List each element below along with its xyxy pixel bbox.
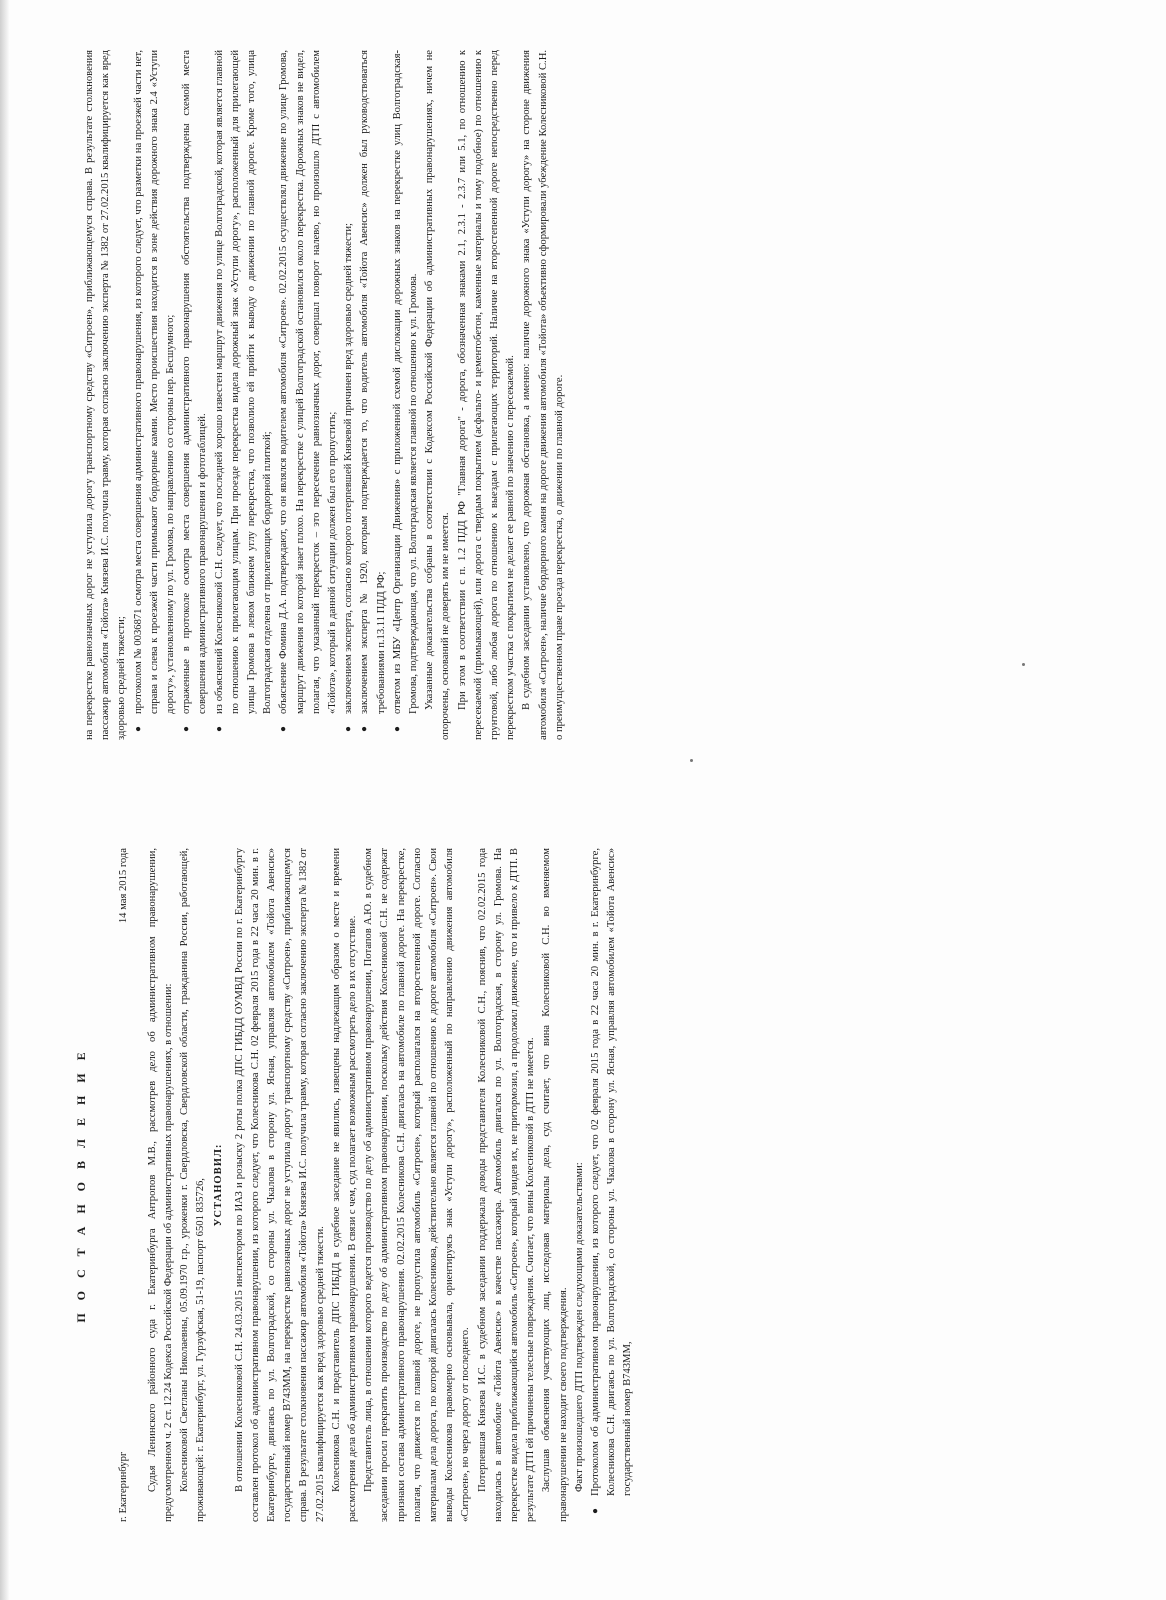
list-item-text: объяснение Фомина Д.А. подтверждают, что он являлся водителем автомобиля «Ситроен». 02.02.2015 осуществлял движение по улице Громова, маршрут движения по которой знает плохо. На перекрестке с улицей Волгоградской остановился около перекрестка. Дорожных знаков не видел, полагая, что указанный перекресток – это пересечение равнозначных дорог, совершал поворот налево, но произошло ДТП с автомобилем «Тойота», который в данной ситуации должен был его пропустить; (278, 50, 339, 714)
list-item (276, 50, 341, 732)
body-paragraph: Заслушав объяснения участвующих лиц, исследовав материалы дела, суд считает, что вина Колесниковой С.Н. во вменяемом правонарушении не находит своего подтверждения. (541, 848, 569, 1522)
list-item-text: отраженные в протоколе осмотра места совершения административного правонарушения обстоятельства подтверждены схемой места совершения административного правонарушения и фототаблицей. (181, 50, 209, 714)
list-item (212, 50, 277, 732)
evidence-item-text: Протоколом об административном правонарушении, из которого следует, что 02 февраля 2015 года в 22 часа 20 мин. в г. Екатеринбурге, Колесникова С.Н. двигаясь по ул. Волгоградской, со стороны ул. Чкалова в сторону ул. Ясная, управляя автомобилем «Тойота Авенсис» государственный номер В743ММ, (590, 848, 634, 1496)
conclusion-paragraph: В судебном заседании установлено, что дорожная обстановка, а именно: наличие дорожного знака «Уступи дорогу» на стороне движения автомобиля «Ситроен», наличие бордюрного камня на дороге движения автомобиля «Тойота» объективно сформировали убеждение Колесниковой С.Н. о преимущественном праве проезда перекрестка, о движении по главной дороге. (521, 50, 565, 740)
bullet-icon: ● (213, 725, 225, 732)
body-paragraph: В отношении Колесниковой С.Н. 24.03.2015 инспектором по ИАЗ и розыску 2 роты полка ДПС ГИБДД ОУМВД России по г. Екатеринбургу составлен протокол об административном правонарушении, из которого следует, что Колесникова С.Н. 02 февраля 2015 года в 22 часа 20 мин. в г. Екатеринбурге, двигаясь по ул. Волгоградской, со стороны ул. Чкалова в сторону ул. Ясная, управляя автомобилем «Тойота Авенсис» государственный номер В743ММ, на перекрестке равнозначных дорог не уступила дорогу транспортному средству «Ситроен», приближающемуся справа. В результате столкновения пассажир автомобиля «Тойота» Князева И.С. получила травму, которая согласно заключению эксперта № 1382 от 27.02.2015 квалифицируется как вред здоровью средней тяжести. (233, 848, 326, 1522)
bullet-icon: ● (391, 725, 403, 732)
left-page (0, 800, 1166, 1600)
evidence-list-continued (131, 50, 423, 740)
body-paragraph: Факт произошедшего ДТП подтвержден следующими доказательствами: (573, 1162, 585, 1492)
body-paragraph: Колесникова С.Н. и представитель ДПС ГИБДД в судебное заседание не явились, извещены надлежащим образом о месте и времени рассмотрения дела об административном правонарушении. В связи с чем, суд полагает возможным рассмотреть дело в их отсутствие. (330, 848, 358, 1522)
list-item (390, 50, 422, 732)
conclusion-paragraph: Указанные доказательства собраны в соответствии с Кодексом Российской Федерации об административных правонарушениях, ничем не опорочены, оснований не доверять им не имеется. (424, 50, 452, 740)
bullet-icon: ● (132, 725, 144, 732)
bullet-icon: ● (278, 725, 290, 732)
defendant-paragraph: Колесниковой Светланы Николаевны, 05.09.1970 г.р., уроженки г. Свердловска, Свердловской области, гражданина России, работающей, проживающей: г. Екатеринбург, ул. Гурзуфская, 51-19, паспорт 6501 835726, (178, 848, 207, 1522)
list-item (357, 50, 389, 732)
bullet-icon: ● (590, 1507, 602, 1514)
scan-speck (690, 759, 693, 762)
document-title: П О С Т А Н О В Л Е Н И Е (74, 1047, 88, 1323)
list-item-text: ответом из МБУ «Центр Организации Движения» с приложенной схемой дислокации дорожных знаков на перекрестке улиц Волгоградская-Громова, подтверждающая, что ул. Волгоградская является главной по отношению к ул. Громова. (391, 50, 420, 714)
list-item (341, 50, 357, 732)
intro-paragraph: Судья Ленинского районного суда г. Екатеринбурга Антропов М.В., рассмотрев дело об административном правонарушении, предусмотренном ч. 2 ст. 12.24 Кодекса Российской Федерации об административных правонарушениях, в отношении: (146, 848, 174, 1522)
list-item (131, 50, 180, 732)
conclusion-paragraph: При этом в соответствии с п. 1.2 ПДД РФ "Главная дорога" - дорога, обозначенная знаками 2.1, 2.3.1 - 2.3.7 или 5.1, по отношению к пересекаемой (примыкающей), или дорога с твердым покрытием (асфальто- и цементобетон, каменные материалы и тому подобное) по отношению к грунтовой, либо любая дорога по отношению к выездам с прилегающих территорий. Наличие на второстепенной дороге непосредственно перед перекрестком участка с покрытием не делает ее равной по значению с пересекаемой. (456, 50, 517, 740)
list-item-text: из объяснений Колесниковой С.Н. следует, что последней хорошо известен маршрут движения по улице Волгоградской, которая является главной по отношению к прилегающим улицам. При проезде перекрестка видела дорожный знак «Уступи дорогу», расположенный для прилегающей улицы Громова в левом ближнем углу перекрестка, что позволило ей прийти к выводу о движении по главной дороге. Кроме того, улица Волгоградская отделена от прилегающих бордюрной плиткой; (213, 50, 274, 714)
city-label: г. Екатеринбург (118, 1451, 130, 1522)
list-item-text: заключением эксперта, согласно которого потерпевшей Князевой причинен вред здоровью средней тяжести; (343, 223, 355, 714)
scan-speck (1022, 663, 1025, 666)
bullet-icon: ● (181, 725, 193, 732)
established-heading: УСТАНОВИЛ: (213, 1143, 225, 1227)
body-paragraph: Представитель лица, в отношении которого ведется производство по делу об административном правонарушении, Потапов А.Ю. в судебном заседании просил прекратить производство по делу об административном правонарушении, поскольку действия Колесниковой С.Н. не содержат признаки состава административного правонарушения. 02.02.2015 Колесникова С.Н. двигалась на автомобиле по главной дороге. На перекрестке, полагая, что движется по главной дороге, не пропустила автомобиль «Ситроен», который располагался на второстепенной дороге. Согласно материалам дела дорога, по которой двигалась Колесникова, действительно является главной по отношению к дороге автомобиля «Ситроен». Свои выводы Колесникова правомерно основывала, ориентируясь знак «Уступи дорогу», расположенный по направлению движения автомобиля «Ситроен», но через дорогу от последнего. (363, 848, 472, 1522)
bullet-icon: ● (359, 725, 371, 732)
place-date-row (116, 848, 132, 1522)
list-item (588, 848, 637, 1514)
bullet-icon: ● (343, 725, 355, 732)
continuation-paragraph: на перекрестке равнозначных дорог не уступила дорогу транспортному средству «Ситроен», приближающемуся справа. В результате столкновения пассажир автомобиля «Тойота» Князева И.С. получила травму, которая согласно заключению эксперта № 1382 от 27.02.2015 квалифицируется как вред здоровью средней тяжести; (84, 50, 128, 740)
list-item-text: протоколом № 0036871 осмотра места совершения административного правонарушения, из которого следует, что разметки на проезжей части нет, справа и слева к проезжей части примыкают бордюрные камни. Место происшествия находится в зоне действия дорожного знака 2.4 «Уступи дорогу», установленному по ул. Громова, по направлению со стороны пер. Бесшумного; (132, 50, 177, 714)
list-item-text: заключением эксперта № 1920, которым подтверждается то, что водитель автомобиля «Тойота Авенсис» должен был руководствоваться требованиями п.13.11 ПДД РФ; (359, 50, 387, 714)
body-paragraph: Потерпевшая Князева И.С. в судебном заседании поддержала доводы представителя Колесниковой С.Н., пояснив, что 02.02.2015 года находилась в автомобиле «Тойота Авенсис» в качестве пассажира. Автомобиль двигался по ул. Волгоградская, в сторону ул. Громова. На перекрестке видела приближающийся автомобиль «Ситроен», который увидев их, не притормозил, а продолжил движение, что и привело к ДТП. В результате ДТП ей причинены телесные повреждения. Считает, что вины Колесниковой в ДТП не имеется. (476, 848, 537, 1522)
list-item (179, 50, 211, 732)
evidence-list (588, 848, 637, 1522)
date-label: 14 мая 2015 года (118, 848, 130, 924)
